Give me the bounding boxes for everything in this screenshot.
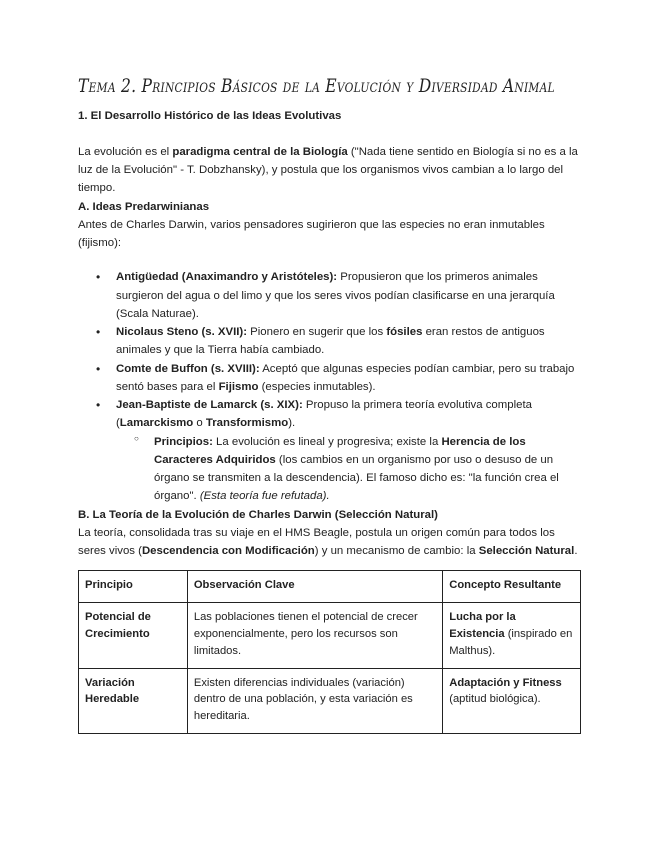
list-item [116,268,580,323]
text-run: La evolución es lineal y progresiva; existe la [212,435,442,448]
column-header: Principio [79,571,188,603]
bold-run: Nicolaus Steno (s. XVII): [116,326,248,339]
section-heading-b: B. La Teoría de la Evolución de Charles Darwin (Selección Natural) [78,508,438,521]
text-run: o [193,417,206,430]
bold-run: Transformismo [205,417,289,430]
sub-list-item [154,433,580,506]
bold-run: Herencia de los Caracteres Adquiridos [154,435,526,466]
text-run: . [574,545,578,558]
column-header: Observación Clave [187,571,442,603]
list-item [116,396,580,506]
document-content [78,74,580,734]
table-cell: Las poblaciones tienen el potencial de crecer exponencialmente, pero los recursos son limitados. [187,603,442,668]
bold-run: Potencial de Crecimiento [85,611,151,641]
text-run: Pionero en sugerir que los [247,326,387,339]
text-run: La evolución es el [78,145,173,158]
intro-paragraph [78,143,580,198]
darwin-paragraph [78,524,580,561]
text-run: Aceptó que algunas especies podían cambiar, pero su trabajo sentó bases para el [116,362,575,393]
text-run: ). [288,417,296,430]
section-heading-a: A. Ideas Predarwinianas [78,200,210,213]
bold-run: Principios: [154,435,213,448]
list-item [116,360,580,397]
text-run: Propuso la primera teoría evolutiva completa ( [116,399,532,430]
table-cell [79,603,188,668]
page-title: Tema 2. Principios Básicos de la Evolución y Diversidad Animal [78,75,555,97]
text-run: (los cambios en un organismo por uso o desuso de un órgano se transmiten a la descendencia). El famoso dicho es: "la función crea el órgano". [154,453,559,503]
text-run: (especies inmutables). [258,380,376,393]
bold-run: Antigüedad (Anaximandro y Aristóteles): [116,271,338,284]
text-run: eran restos de antiguos animales y que la Tierra había cambiado. [116,326,545,357]
bold-run: fósiles [386,326,423,339]
text-run: ("Nada tiene sentido en Biología si no es a la luz de la Evolución" - T. Dobzhansky), y postula que los organismos vivos cambian a lo largo del tiempo. [78,145,578,195]
text-run: (aptitud biológica). [449,693,541,706]
text-run: (inspirado en Malthus). [449,628,573,657]
table-row [79,668,581,733]
table-cell: Existen diferencias individuales (variación) dentro de una población, y esta variación es hereditaria. [187,668,442,733]
table-cell [79,668,188,733]
predarwin-list [78,268,580,505]
table-header-row [79,571,581,603]
bold-run: Lucha por la Existencia [449,611,516,641]
predarwin-intro: Antes de Charles Darwin, varios pensadores sugirieron que las especies no eran inmutables (fijismo): [78,218,545,250]
bold-run: Jean-Baptiste de Lamarck (s. XIX): [116,399,303,412]
bold-run: Variación Heredable [85,676,140,706]
bold-run: Comte de Buffon (s. XVIII): [116,362,260,375]
bold-run: Lamarckismo [119,417,194,430]
bold-run: Selección Natural [478,545,575,558]
table-row [79,603,581,668]
italic-run: (Esta teoría fue refutada). [199,490,330,503]
bold-run: paradigma central de la Biología [172,145,348,158]
section-heading-1: 1. El Desarrollo Histórico de las Ideas Evolutivas [78,109,342,122]
table-cell [443,603,581,668]
text-run: ) y un mecanismo de cambio: la [314,545,479,558]
text-run: La teoría, consolidada tras su viaje en el HMS Beagle, postula un origen común para todos los seres vivos ( [78,526,555,558]
bold-run: Descendencia con Modificación [141,545,315,558]
lamarck-sublist [116,433,580,506]
list-item [116,323,580,360]
text-run: Propusieron que los primeros animales surgieron del agua o del limo y que los seres vivos podían clasificarse en una jerarquía (Scala Naturae). [116,271,555,320]
column-header: Concepto Resultante [443,571,581,603]
bold-run: Adaptación y Fitness [449,676,562,689]
bold-run: Fijismo [218,380,259,393]
table-cell [443,668,581,733]
darwin-principles-table [78,570,581,734]
